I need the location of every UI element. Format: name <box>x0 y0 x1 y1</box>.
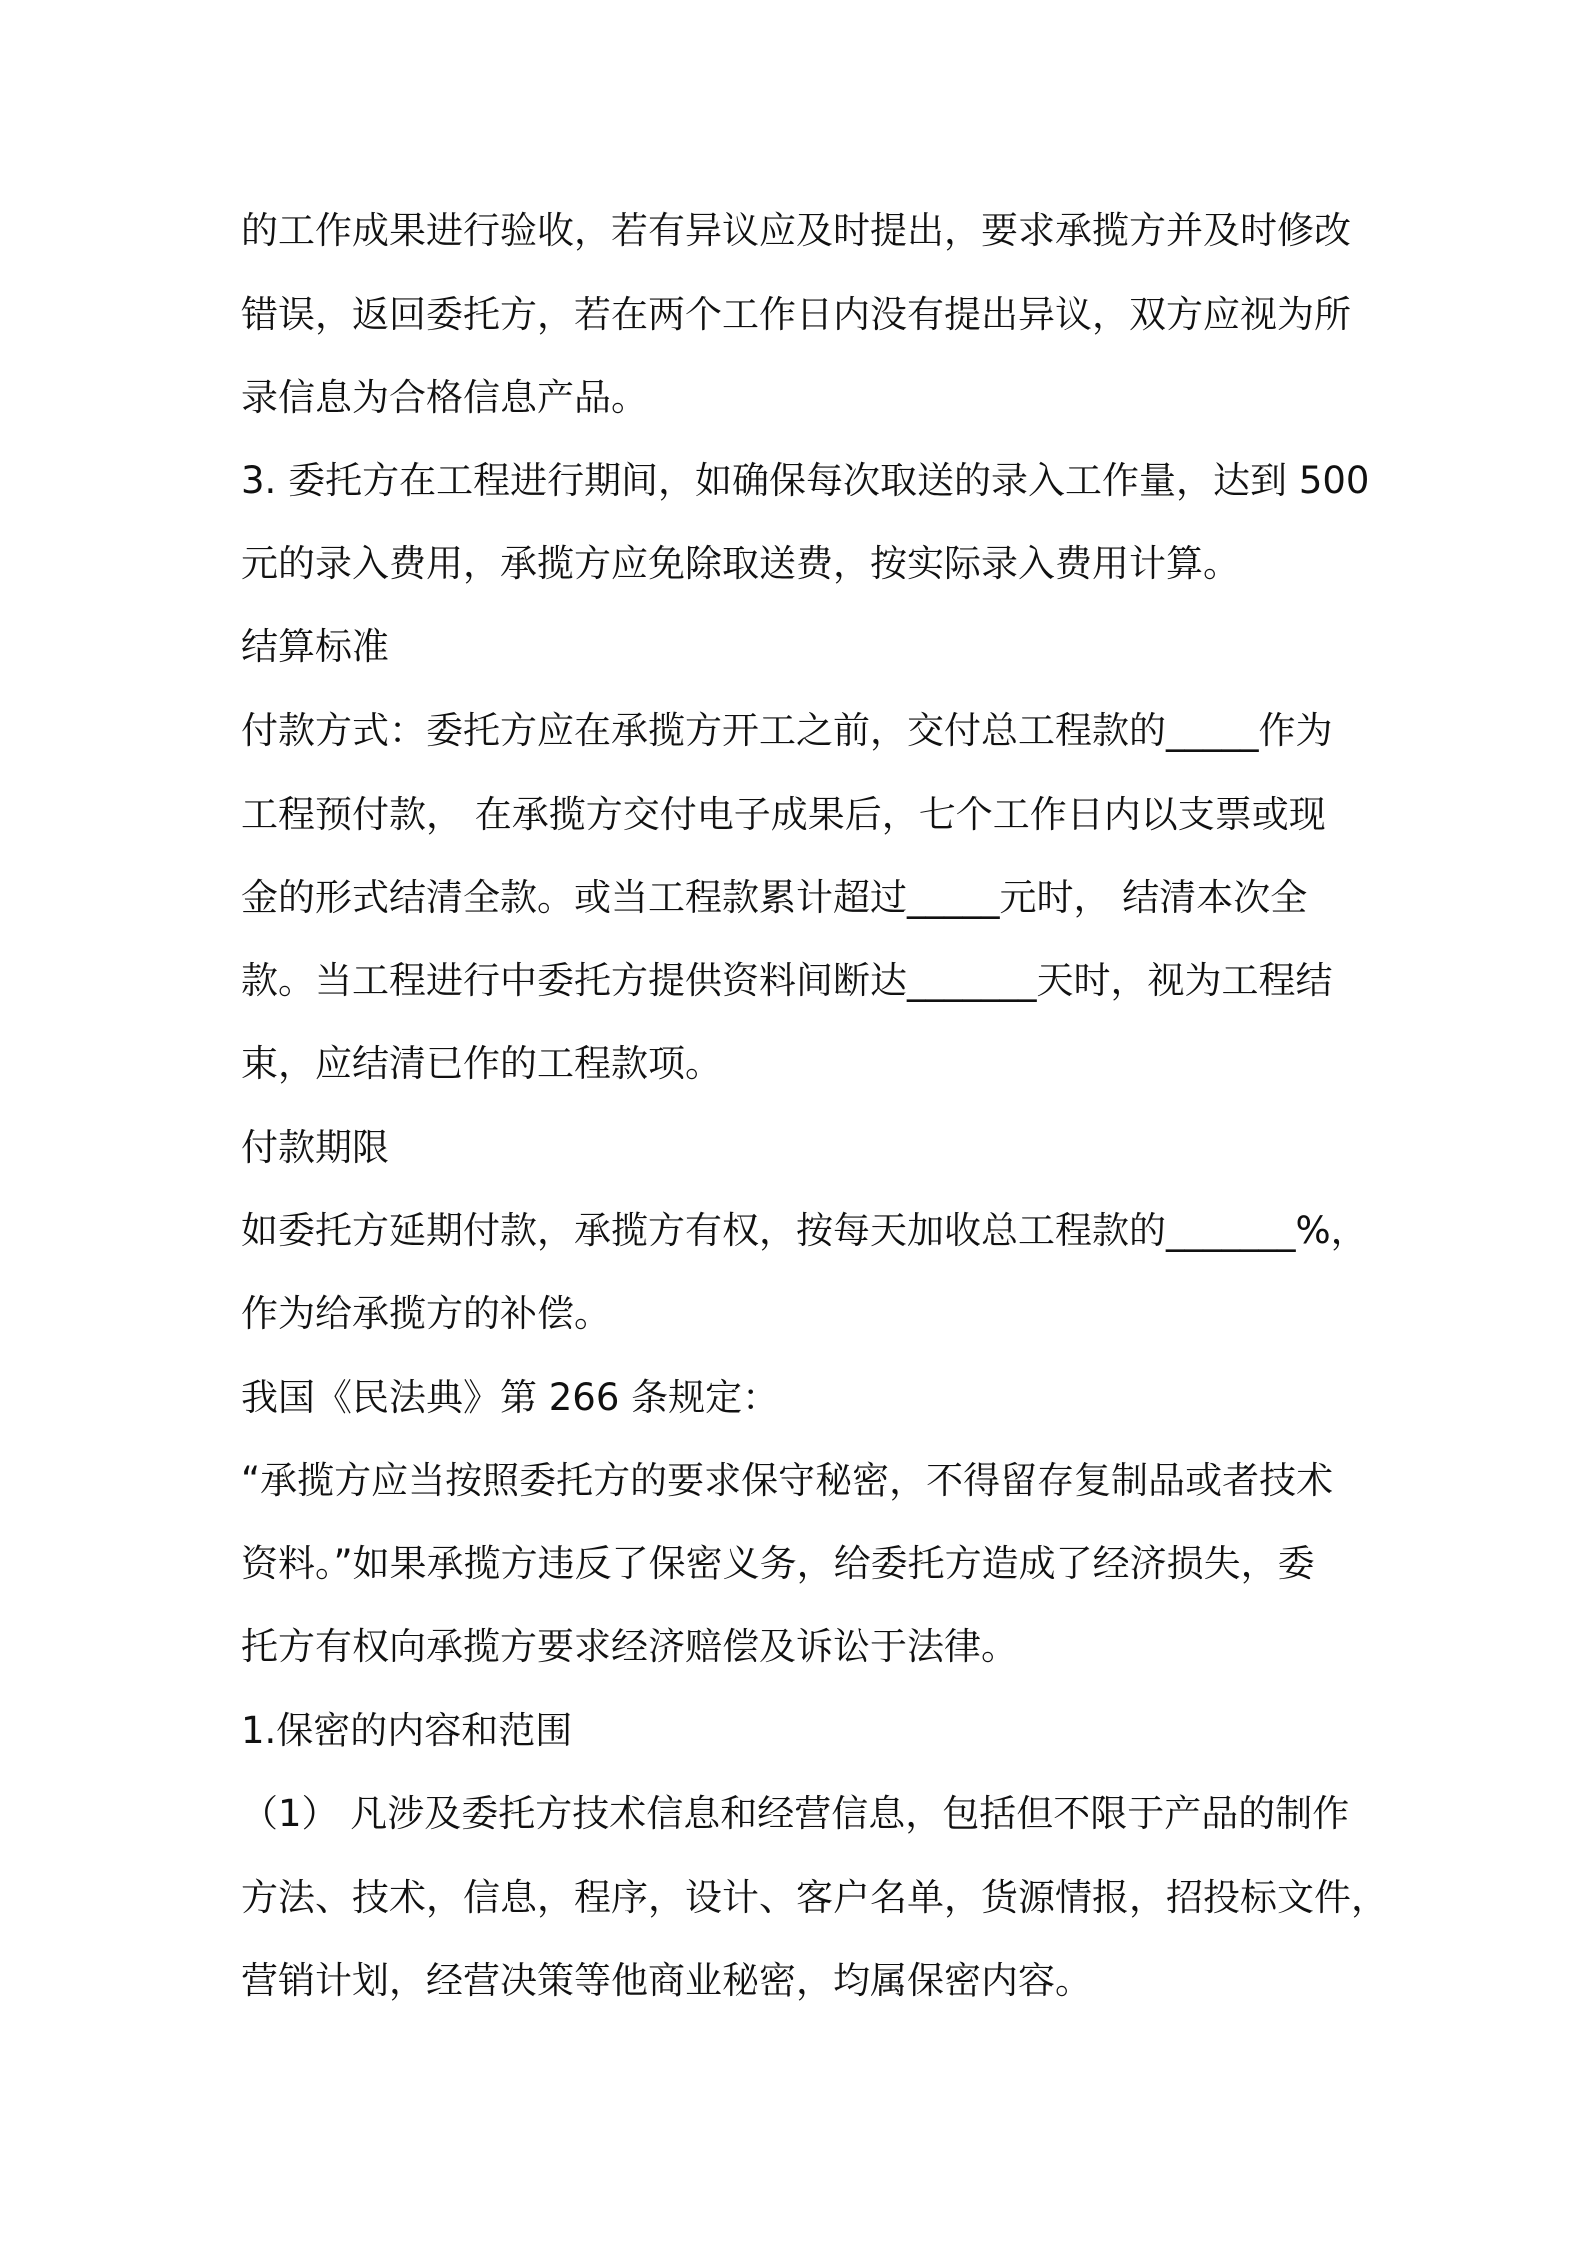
section-heading: 结算标准 <box>241 625 389 668</box>
paragraph-line: 错误，返回委托方，若在两个工作日内没有提出异议，双方应视为所 <box>241 293 1351 336</box>
paragraph-line: 付款方式：委托方应在承揽方开工之前，交付总工程款的_____作为 <box>241 709 1333 752</box>
paragraph-line: 如委托方延期付款，承揽方有权，按每天加收总工程款的_______%， <box>241 1209 1368 1252</box>
section-heading: 付款期限 <box>241 1126 389 1169</box>
paragraph-line: 作为给承揽方的补偿。 <box>241 1292 611 1335</box>
paragraph-line: 束，应结清已作的工程款项。 <box>241 1042 722 1085</box>
paragraph-line: 的工作成果进行验收，若有异议应及时提出，要求承揽方并及时修改 <box>241 209 1351 252</box>
paragraph-line: 方法、技术，信息，程序，设计、客户名单，货源情报，招投标文件， <box>241 1876 1388 1919</box>
paragraph-line: 录信息为合格信息产品。 <box>241 376 648 419</box>
paragraph-line: 我国《民法典》第 266 条规定： <box>241 1376 780 1419</box>
paragraph-line: 3. 委托方在工程进行期间，如确保每次取送的录入工作量，达到 500 <box>241 459 1370 502</box>
paragraph-line: 元的录入费用，承揽方应免除取送费，按实际录入费用计算。 <box>241 542 1240 585</box>
paragraph-line: 金的形式结清全款。或当工程款累计超过_____元时， 结清本次全 <box>241 876 1308 919</box>
paragraph-line: “承揽方应当按照委托方的要求保守秘密，不得留存复制品或者技术 <box>241 1459 1334 1502</box>
paragraph-line: 资料。”如果承揽方违反了保密义务，给委托方造成了经济损失，委 <box>241 1542 1315 1585</box>
section-heading: 1.保密的内容和范围 <box>241 1709 573 1752</box>
paragraph-line: （1） 凡涉及委托方技术信息和经营信息，包括但不限于产品的制作 <box>241 1792 1350 1835</box>
paragraph-line: 托方有权向承揽方要求经济赔偿及诉讼于法律。 <box>241 1625 1018 1668</box>
paragraph-line: 款。当工程进行中委托方提供资料间断达_______天时，视为工程结 <box>241 959 1333 1002</box>
paragraph-line: 营销计划，经营决策等他商业秘密，均属保密内容。 <box>241 1959 1092 2002</box>
paragraph-line: 工程预付款， 在承揽方交付电子成果后，七个工作日内以支票或现 <box>241 793 1326 836</box>
